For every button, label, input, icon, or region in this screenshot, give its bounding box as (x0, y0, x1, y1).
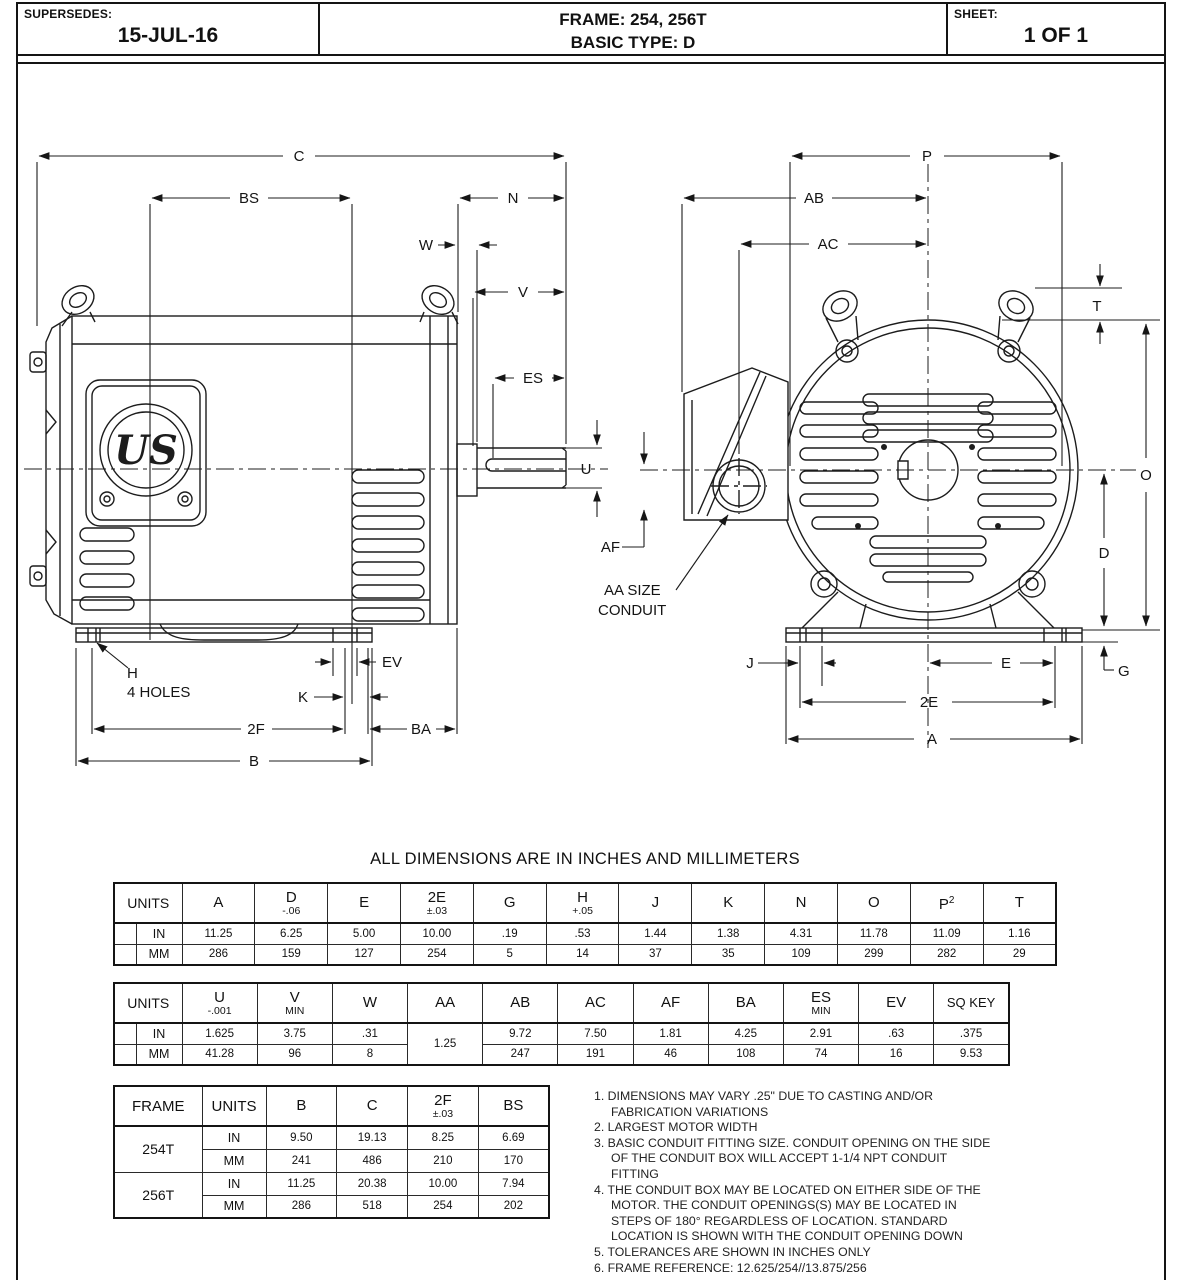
dim-label-w: W (418, 237, 433, 254)
dim-label-2f: 2F (247, 721, 265, 738)
units-header: UNITS (114, 883, 182, 923)
col-header: V MIN (257, 983, 332, 1023)
col-header: 2F ±.03 (408, 1086, 479, 1126)
dim-label-n: N (507, 190, 519, 207)
dimension-table-main (113, 882, 1057, 966)
col-header: B (266, 1086, 337, 1126)
table-row: MM 41.28 96 8 247 191 46 108 74 16 9.53 (114, 1044, 1009, 1065)
col-header: AA (408, 983, 483, 1023)
dim-label-ba: BA (410, 721, 432, 738)
note-item: 3. BASIC CONDUIT FITTING SIZE. CONDUIT OPENING ON THE SIDE OF THE CONDUIT BOX WILL ACCEPT 1-1/4 NPT CONDUIT FITTING (594, 1135, 991, 1181)
col-header: BS (478, 1086, 549, 1126)
col-header: N (765, 883, 838, 923)
table-row: 256T IN 11.25 20.38 10.00 7.94 (114, 1172, 549, 1195)
dim-label-bs: BS (238, 190, 260, 207)
note-item: 5. TOLERANCES ARE SHOWN IN INCHES ONLY (594, 1244, 871, 1259)
dim-label-c: C (293, 148, 305, 165)
dim-label-o: O (1140, 467, 1152, 484)
dim-label-a: A (926, 731, 938, 748)
dim-label-es: ES (522, 370, 544, 387)
col-header: W (332, 983, 407, 1023)
dimension-table-secondary (113, 982, 1010, 1066)
dim-label-ev: EV (382, 654, 403, 671)
table-row: IN 1.625 3.75 .31 1.25 9.72 7.50 1.81 4.25 2.91 .63 .375 (114, 1023, 1009, 1044)
frame-256t-cell: 256T (114, 1172, 202, 1218)
supersedes-date: 15-JUL-16 (117, 24, 219, 47)
supersedes-label: SUPERSEDES: (24, 7, 113, 21)
dim-label-t: T (1092, 298, 1102, 315)
dim-label-v: V (517, 284, 529, 301)
col-header: U -.001 (182, 983, 257, 1023)
col-header: C (337, 1086, 408, 1126)
col-header: EV (859, 983, 934, 1023)
col-header: A (182, 883, 255, 923)
units-header: UNITS (202, 1086, 266, 1126)
col-header: AB (483, 983, 558, 1023)
motor-end-view (684, 285, 1082, 642)
col-header: SQ KEY (934, 983, 1009, 1023)
col-header: D -.06 (255, 883, 328, 923)
dim-label-g: G (1118, 663, 1130, 680)
eyebolt-icon (57, 280, 100, 320)
sheet-label: SHEET: (954, 7, 998, 21)
conduit-box (684, 368, 788, 520)
dim-label-h: H (127, 665, 138, 682)
us-logo: US (114, 427, 178, 474)
table-row: MM 286 159 127 254 5 14 37 35 109 299 282 29 (114, 944, 1056, 965)
dim-label-ab: AB (803, 190, 825, 207)
table-row: 254T IN 9.50 19.13 8.25 6.69 (114, 1126, 549, 1149)
col-header: O (837, 883, 910, 923)
table-row: IN 11.25 6.25 5.00 10.00 .19 .53 1.44 1.38 4.31 11.78 11.09 1.16 (114, 923, 1056, 944)
basic-type-line: BASIC TYPE: D (570, 33, 696, 52)
col-header: H +.05 (546, 883, 619, 923)
dim-label-p: P (921, 148, 933, 165)
col-header: AC (558, 983, 633, 1023)
dim-label-d: D (1098, 545, 1110, 562)
units-header: UNITS (114, 983, 182, 1023)
notes-block (594, 1089, 996, 1276)
note-item: 6. FRAME REFERENCE: 12.625/254//13.875/256 (594, 1260, 867, 1275)
sheet-value: 1 OF 1 (1023, 24, 1089, 47)
col-header: ES MIN (783, 983, 858, 1023)
dim-label-aa-conduit: CONDUIT (598, 602, 667, 619)
dim-label-aa-size: AA SIZE (604, 582, 661, 599)
aa-merged-cell: 1.25 (408, 1023, 483, 1065)
frame-table (113, 1085, 550, 1219)
col-header: 2E ±.03 (400, 883, 473, 923)
col-header: E (328, 883, 401, 923)
col-header: J (619, 883, 692, 923)
dim-label-j: J (746, 655, 754, 672)
col-header: $P^2$ (910, 883, 983, 923)
page-title: ALL DIMENSIONS ARE IN INCHES AND MILLIMETERS (370, 850, 800, 868)
dim-label-2e: 2E (919, 694, 939, 711)
table-row: MM 241 486 210 170 (114, 1149, 549, 1172)
motor-side-view (30, 280, 602, 642)
dim-label-k: K (297, 689, 308, 706)
dim-label-e: E (1000, 655, 1012, 672)
col-header: AF (633, 983, 708, 1023)
dim-label-4holes: 4 HOLES (127, 684, 191, 701)
dim-label-af: AF (600, 539, 620, 556)
col-header: BA (708, 983, 783, 1023)
col-header: G (473, 883, 546, 923)
note-item: 1. DIMENSIONS MAY VARY .25" DUE TO CASTING AND/OR FABRICATION VARIATIONS (594, 1089, 933, 1119)
frame-254t-cell: 254T (114, 1126, 202, 1172)
frame-line: FRAME: 254, 256T (559, 10, 707, 29)
dim-label-u: U (580, 461, 592, 478)
dim-label-ac: AC (817, 236, 839, 253)
dim-label-b: B (248, 753, 260, 770)
frame-header: FRAME (114, 1086, 202, 1126)
col-header: T (983, 883, 1056, 923)
col-header: K (692, 883, 765, 923)
note-item: 4. THE CONDUIT BOX MAY BE LOCATED ON EITHER SIDE OF THE MOTOR. THE CONDUIT OPENINGS(S) MAY BE LOCATED IN STEPS OF 180° REGARDLESS OF LOCATION. STANDARD LOCATION IS SHOWN WITH THE CONDUIT OPENING DOWN (594, 1182, 981, 1244)
note-item: 2. LARGEST MOTOR WIDTH (594, 1120, 758, 1135)
table-row: MM 286 518 254 202 (114, 1195, 549, 1218)
